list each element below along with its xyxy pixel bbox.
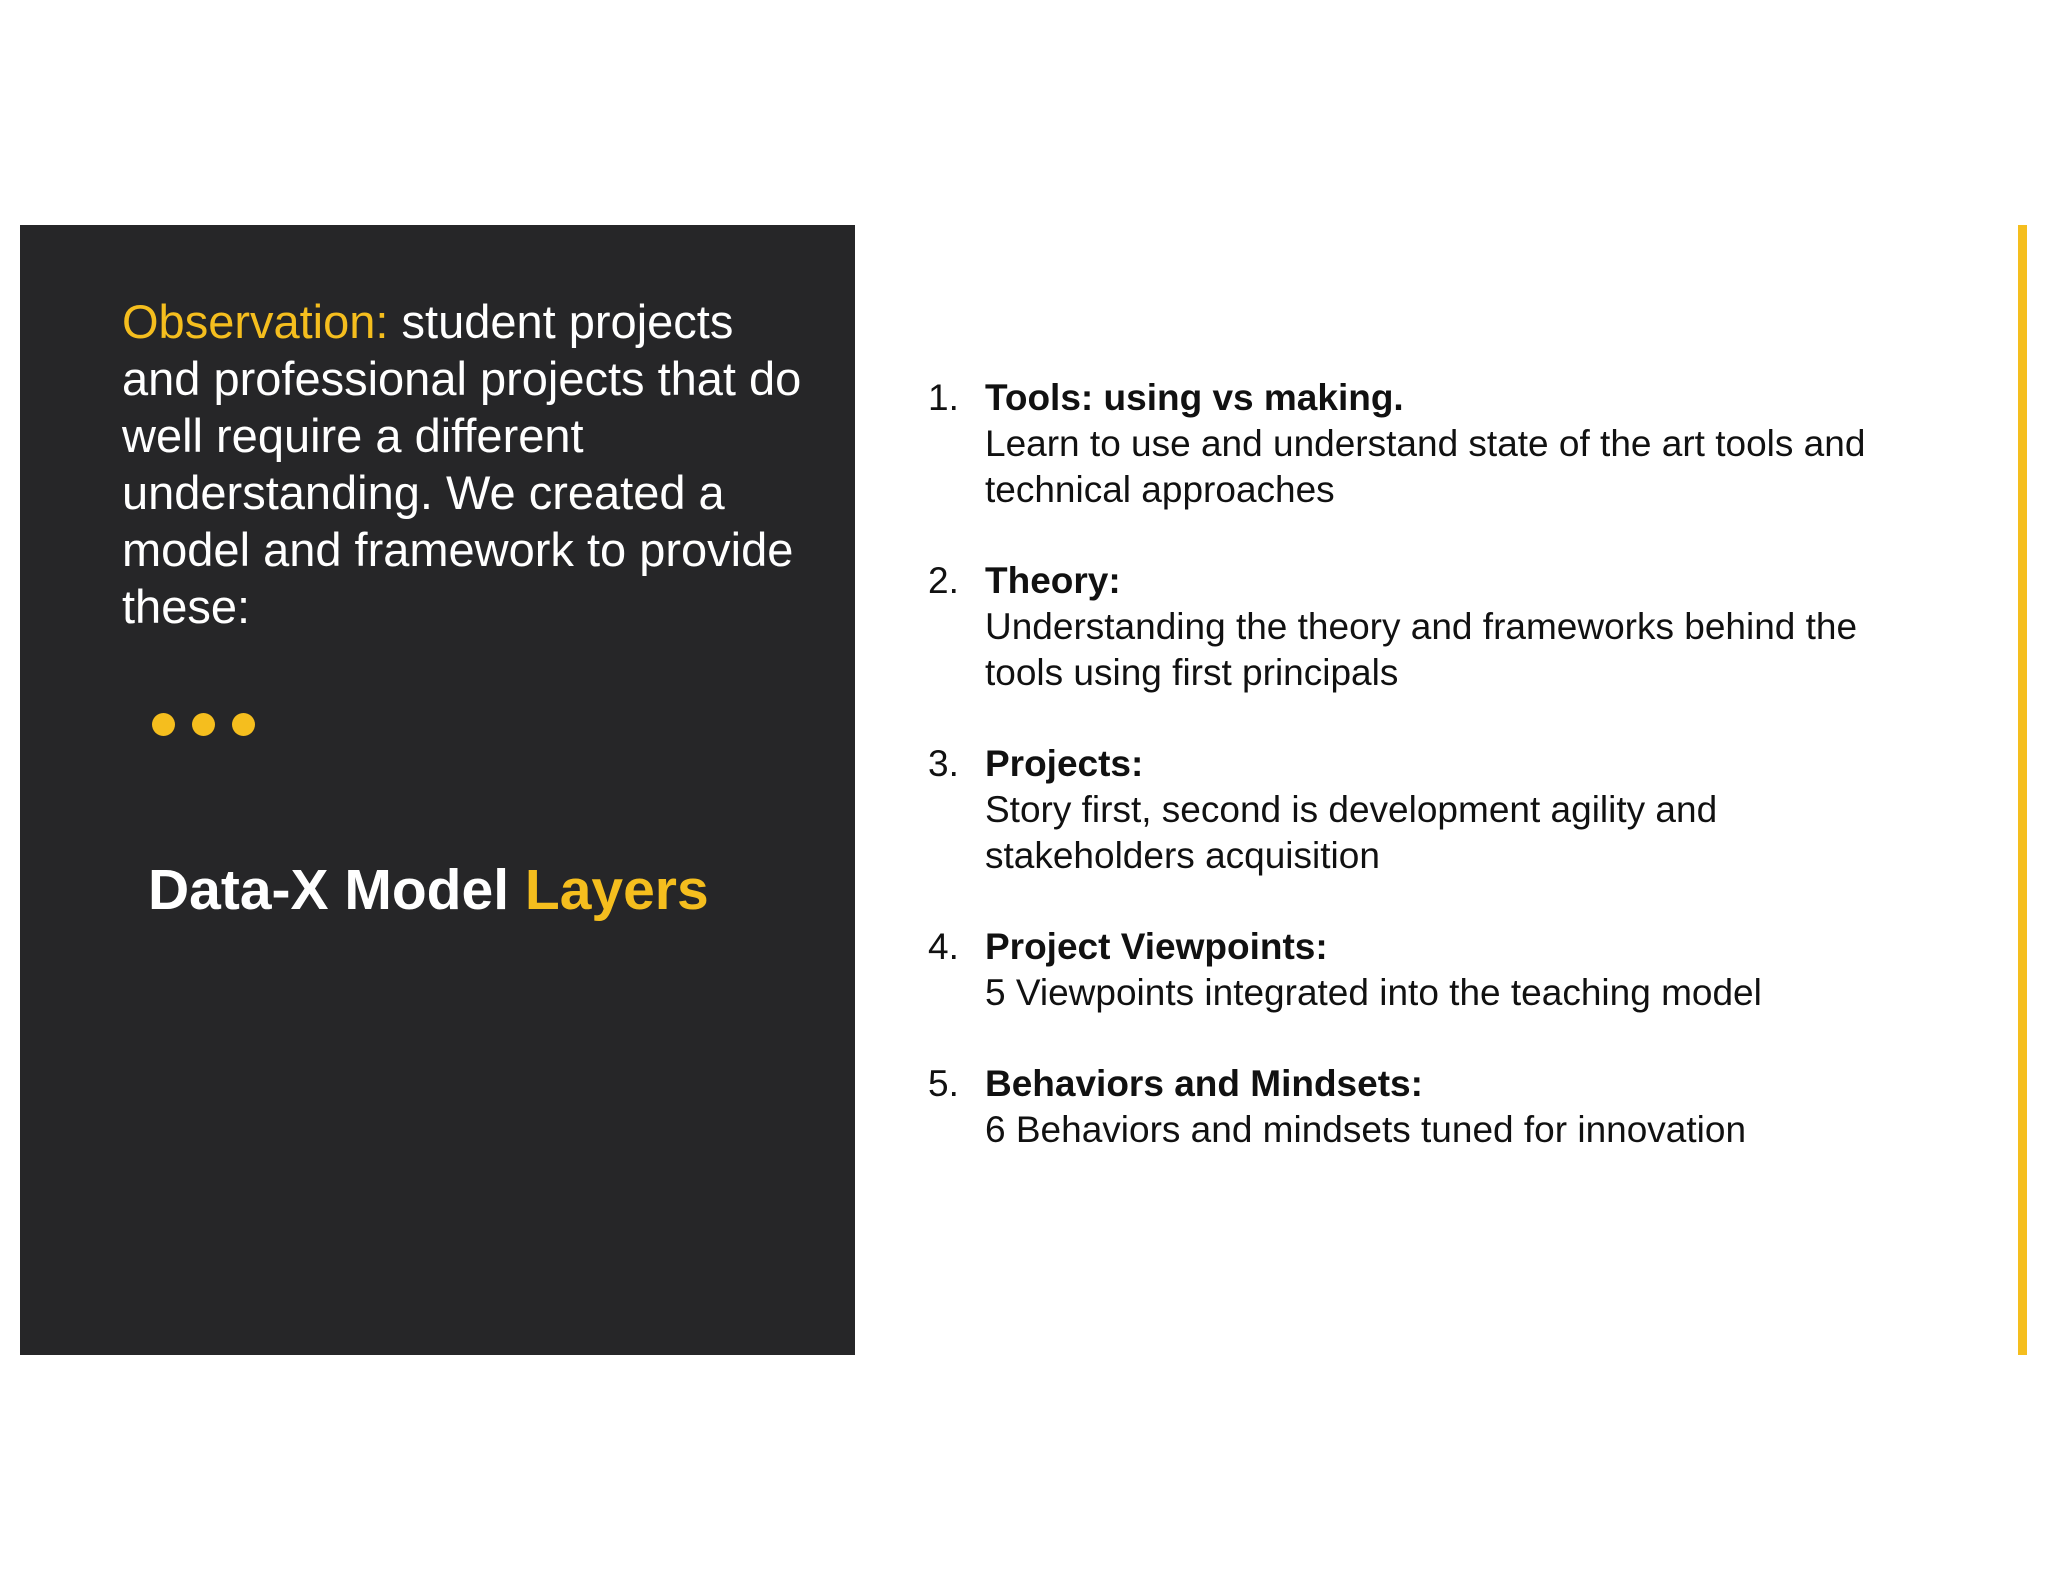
dark-panel bbox=[20, 225, 855, 1355]
layer-title: Project Viewpoints: bbox=[985, 926, 1328, 967]
layer-number: 1. bbox=[928, 377, 959, 418]
observation-text bbox=[122, 293, 822, 635]
layer-description: Story first, second is development agility and stakeholders acquisition bbox=[985, 789, 1718, 876]
layer-title: Theory: bbox=[985, 560, 1121, 601]
dot-icon bbox=[152, 713, 175, 736]
layer-item bbox=[928, 741, 1928, 879]
layer-title: Tools: using vs making. bbox=[985, 377, 1404, 418]
dot-icon bbox=[192, 713, 215, 736]
model-title-main: Data-X Model bbox=[148, 858, 525, 922]
dot-icon bbox=[232, 713, 255, 736]
layer-number: 2. bbox=[928, 560, 959, 601]
layer-title: Behaviors and Mindsets: bbox=[985, 1063, 1423, 1104]
layer-item bbox=[928, 1061, 1928, 1153]
layer-number: 4. bbox=[928, 926, 959, 967]
layer-description: 5 Viewpoints integrated into the teaching model bbox=[985, 972, 1762, 1013]
layer-number: 5. bbox=[928, 1063, 959, 1104]
layer-item bbox=[928, 924, 1928, 1016]
ellipsis-dots-icon bbox=[152, 713, 255, 736]
observation-label: Observation: bbox=[122, 295, 389, 348]
layer-description: Understanding the theory and frameworks behind the tools using first principals bbox=[985, 606, 1858, 693]
model-title bbox=[148, 855, 709, 925]
accent-bar bbox=[2018, 225, 2027, 1355]
layer-description: 6 Behaviors and mindsets tuned for innovation bbox=[985, 1109, 1747, 1150]
layer-title: Projects: bbox=[985, 743, 1144, 784]
model-title-accent: Layers bbox=[524, 858, 709, 922]
layer-list bbox=[928, 375, 1928, 1198]
layer-number: 3. bbox=[928, 743, 959, 784]
layer-item bbox=[928, 558, 1928, 696]
observation-body: student projects and professional projects that do well require a different understanding. We created a model and framework to provide these: bbox=[122, 295, 802, 633]
layer-description: Learn to use and understand state of the art tools and technical approaches bbox=[985, 423, 1866, 510]
layer-item bbox=[928, 375, 1928, 513]
